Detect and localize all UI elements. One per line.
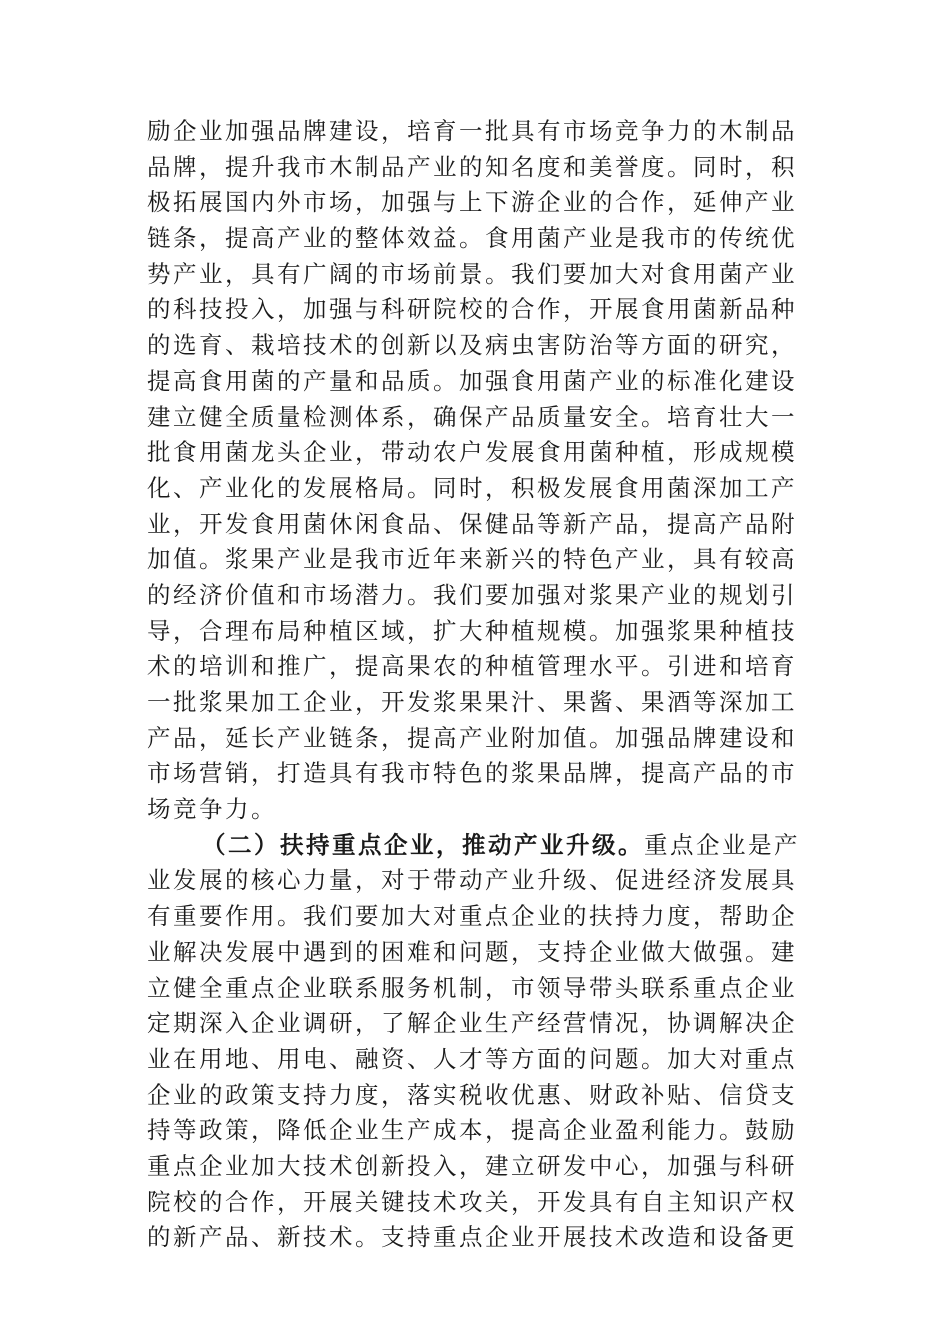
paragraph-1-line: 的经济价值和市场潜力。我们要加强对浆果产业的规划引 <box>147 580 797 609</box>
paragraph-1-line: 导，合理布局种植区域，扩大种植规模。加强浆果种植技 <box>147 616 797 645</box>
paragraph-2-first-line-text: 重点企业是产 <box>644 830 800 859</box>
paragraph-1-line: 场竞争力。 <box>147 795 277 824</box>
paragraph-2-line: 持等政策，降低企业生产成本，提高企业盈利能力。鼓励 <box>147 1116 797 1145</box>
paragraph-2-line: 企业的政策支持力度，落实税收优惠、财政补贴、信贷支 <box>147 1080 797 1109</box>
paragraph-1-line: 业，开发食用菌休闲食品、保健品等新产品，提高产品附 <box>147 509 797 538</box>
paragraph-1-line: 市场营销，打造具有我市特色的浆果品牌，提高产品的市 <box>147 759 797 788</box>
section-heading: （二）扶持重点企业，推动产业升级。 <box>202 830 644 859</box>
paragraph-1-line: 化、产业化的发展格局。同时，积极发展食用菌深加工产 <box>147 473 797 502</box>
paragraph-2-line: 的新产品、新技术。支持重点企业开展技术改造和设备更 <box>147 1223 797 1252</box>
paragraph-2-line: 重点企业加大技术创新投入，建立研发中心，加强与科研 <box>147 1151 797 1180</box>
paragraph-2-line: 立健全重点企业联系服务机制，市领导带头联系重点企业 <box>147 973 797 1002</box>
paragraph-1-line: 的选育、栽培技术的创新以及病虫害防治等方面的研究， <box>147 331 797 360</box>
paragraph-1-line: 品牌，提升我市木制品产业的知名度和美誉度。同时，积 <box>147 152 797 181</box>
paragraph-1-line: 的科技投入，加强与科研院校的合作，开展食用菌新品种 <box>147 295 797 324</box>
body-text <box>147 114 807 1256</box>
paragraph-1-line: 励企业加强品牌建设，培育一批具有市场竞争力的木制品 <box>147 117 797 145</box>
paragraph-2-line: 院校的合作，开展关键技术攻关，开发具有自主知识产权 <box>147 1187 797 1216</box>
paragraph-2-line: 有重要作用。我们要加大对重点企业的扶持力度，帮助企 <box>147 902 797 931</box>
paragraph-1-line: 势产业，具有广阔的市场前景。我们要加大对食用菌产业 <box>147 259 797 288</box>
paragraph-1-line: 术的培训和推广，提高果农的种植管理水平。引进和培育 <box>147 652 797 681</box>
paragraph-2-line: 定期深入企业调研，了解企业生产经营情况，协调解决企 <box>147 1009 797 1038</box>
paragraph-2-line: 业发展的核心力量，对于带动产业升级、促进经济发展具 <box>147 866 797 895</box>
paragraph-1-line: 批食用菌龙头企业，带动农户发展食用菌种植，形成规模 <box>147 438 797 467</box>
paragraph-1-line: 极拓展国内外市场，加强与上下游企业的合作，延伸产业 <box>147 188 797 217</box>
paragraph-1-line: 链条，提高产业的整体效益。食用菌产业是我市的传统优 <box>147 224 797 253</box>
paragraph-1-line: 提高食用菌的产量和品质。加强食用菌产业的标准化建设 <box>147 366 797 395</box>
paragraph-1-line: 产品，延长产业链条，提高产业附加值。加强品牌建设和 <box>147 723 797 752</box>
paragraph-1 <box>147 114 807 828</box>
paragraph-2-first-line <box>147 828 807 864</box>
paragraph-2-line: 业在用地、用电、融资、人才等方面的问题。加大对重点 <box>147 1044 797 1073</box>
paragraph-1-line: 一批浆果加工企业，开发浆果果汁、果酱、果酒等深加工 <box>147 688 797 716</box>
paragraph-2 <box>147 828 807 1256</box>
paragraph-2-line: 业解决发展中遇到的困难和问题，支持企业做大做强。建 <box>147 937 797 966</box>
paragraph-1-line: 建立健全质量检测体系，确保产品质量安全。培育壮大一 <box>147 402 797 431</box>
paragraph-1-line: 加值。浆果产业是我市近年来新兴的特色产业，具有较高 <box>147 545 797 574</box>
